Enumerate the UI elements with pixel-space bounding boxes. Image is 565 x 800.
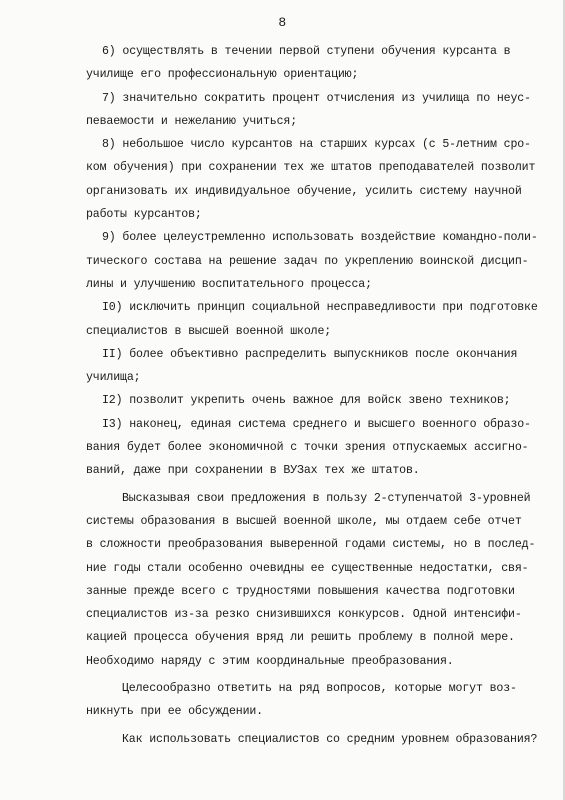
text-line: ваний, даже при сохранении в ВУЗах тех же штатов. bbox=[86, 464, 420, 478]
text-line: в сложности преобразования выверенной годами системы, но в послед- bbox=[86, 538, 536, 552]
text-line: кацией процесса обучения вряд ли решить проблему в полной мере. bbox=[86, 631, 515, 645]
text-line: певаемости и нежеланию учиться; bbox=[86, 114, 298, 128]
text-line: 8) небольшое число курсантов на старших курсах (с 5-летним сро- bbox=[102, 138, 531, 152]
text-line: работы курсантов; bbox=[86, 208, 202, 222]
text-line: 9) более целеустремленно использовать воздействие командно-поли- bbox=[102, 231, 538, 245]
text-line: училища; bbox=[86, 371, 141, 385]
text-line: II) более объективно распределить выпускников после окончания bbox=[102, 347, 518, 361]
text-line: I2) позволит укрепить очень важное для войск звено техников; bbox=[102, 394, 511, 408]
text-line: 6) осуществлять в течении первой ступени обучения курсанта в bbox=[102, 45, 511, 58]
text-line: I0) исключить принцип социальной несправедливости при подготовке bbox=[102, 301, 538, 315]
text-line: Высказывая свои предложения в пользу 2-ступенчатой 3-уровней bbox=[122, 491, 531, 505]
text-line: никнуть при ее обсуждении. bbox=[86, 705, 263, 719]
text-line: ком обучения) при сохранении тех же штатов преподавателей позволит bbox=[86, 161, 536, 175]
text-line: системы образования в высшей военной школе, мы отдаем себе отчет bbox=[86, 514, 522, 528]
document-body bbox=[86, 40, 546, 751]
text-line: Как использовать специалистов со средним уровнем образования? bbox=[122, 732, 538, 746]
text-line: училище его профессиональную ориентацию; bbox=[86, 68, 359, 82]
text-line: Целесообразно ответить на ряд вопросов, которые могут воз- bbox=[122, 682, 517, 696]
text-line: занные прежде всего с трудностями повышения качества подготовки bbox=[86, 584, 515, 598]
text-line: лины и улучшению воспитательного процесса; bbox=[86, 277, 372, 291]
text-line: Необходимо наряду с этим координальные преобразования. bbox=[86, 654, 454, 668]
text-line: специалистов в высшей военной школе; bbox=[86, 324, 332, 338]
text-line: организовать их индивидуальное обучение, усилить систему научной bbox=[86, 184, 522, 198]
text-line: ние годы стали особенно очевидны ее существенные недостатки, свя- bbox=[86, 561, 529, 575]
text-line: тического состава на решение задач по укреплению воинской дисцип- bbox=[86, 254, 529, 268]
text-line: 7) значительно сократить процент отчисления из училища по неус- bbox=[102, 91, 531, 105]
text-line: специалистов из-за резко снизившихся конкурсов. Одной интенсифи- bbox=[86, 608, 522, 622]
text-line: вания будет более экономичной с точки зрения отпускаемых ассигно- bbox=[86, 441, 529, 455]
page-number: 8 bbox=[278, 15, 287, 30]
text-line: I3) наконец, единая система среднего и высшего военного образо- bbox=[102, 417, 531, 431]
